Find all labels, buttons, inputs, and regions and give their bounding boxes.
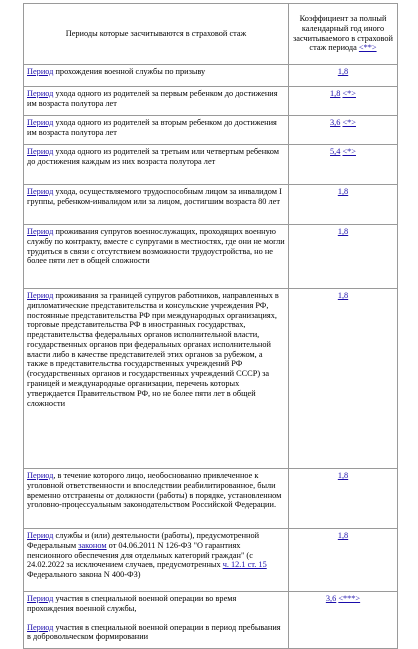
insurance-periods-table xyxy=(23,3,398,649)
period-link[interactable]: Период xyxy=(27,118,54,127)
period-link[interactable]: Период xyxy=(27,471,54,480)
period-cell: Период ухода одного из родителей за первым ребенком до достижения им возраста полутора лет xyxy=(24,87,289,116)
period-link[interactable]: Период xyxy=(27,67,54,76)
header-coefficient: Коэффициент за полный календарный год иного засчитываемого в страховой стаж периода <**> xyxy=(289,4,398,65)
coefficient-link[interactable]: 1,8 xyxy=(330,89,341,98)
table-row xyxy=(24,225,398,289)
period-cell: Период проживания за границей супругов работников, направленных в дипломатические представительства и консульские учреждения РФ, постоянные представительства РФ при международных организациях, торговые представительства РФ в иностранных государствах, представительства федеральных органов исполнительной власти, государственных органов при федеральных органах исполнительной власти либо в качестве представителей этих органов за рубежом, а также в представительства государственных учреждений РФ (государственных органов и государственных учреждений СССР) за границей и международные организации, перечень которых утверждается Правительством РФ, но не более пяти лет в общей сложности xyxy=(24,289,289,469)
period-cell: Период прохождения военной службы по призыву xyxy=(24,65,289,87)
law-link[interactable]: законом xyxy=(78,540,107,550)
law-article-link[interactable]: ч. 12.1 ст. 15 xyxy=(222,560,267,570)
coefficient-link[interactable]: 1,8 xyxy=(337,67,349,76)
coefficient-link[interactable]: 1,8 xyxy=(337,531,349,540)
period-link[interactable]: Период xyxy=(27,622,54,632)
paragraph: Период участия в специальной военной операции в период пребывания в добровольческом формировании xyxy=(27,622,281,642)
paragraph: Период участия в специальной военной операции во время прохождения военной службы, xyxy=(27,594,237,613)
footnote-link[interactable]: <***> xyxy=(338,594,361,603)
coefficient-cell xyxy=(289,65,398,87)
coefficient-link[interactable]: 3,6 xyxy=(325,594,337,603)
header-periods: Периоды которые засчитываются в страховой стаж xyxy=(24,4,289,65)
coefficient-link[interactable]: 1,8 xyxy=(337,291,349,300)
table-row xyxy=(24,65,398,87)
period-link[interactable]: Период xyxy=(27,187,54,196)
period-cell: Период ухода одного из родителей за вторым ребенком до достижения им возраста полутора лет xyxy=(24,116,289,145)
coefficient-link[interactable]: 1,8 xyxy=(337,471,349,480)
period-cell: Период ухода одного из родителей за третьим или четвертым ребенком до достижения каждым из них возраста полутора лет xyxy=(24,145,289,185)
paragraph-gap xyxy=(27,614,285,623)
period-link[interactable]: Период xyxy=(27,531,54,540)
coefficient-cell xyxy=(289,225,398,289)
period-link[interactable]: Период xyxy=(27,89,54,98)
footnote-link[interactable]: <**> xyxy=(358,43,377,53)
footnote-link[interactable]: <*> xyxy=(342,89,356,98)
period-cell xyxy=(24,592,289,649)
coefficient-link[interactable]: 1,8 xyxy=(337,227,349,236)
footnote-link[interactable]: <*> xyxy=(342,118,356,127)
period-link[interactable]: Период xyxy=(27,594,54,603)
period-link[interactable]: Период xyxy=(27,291,54,300)
table-row xyxy=(24,185,398,225)
coefficient-cell xyxy=(289,289,398,469)
coefficient-cell xyxy=(289,529,398,592)
coefficient-cell xyxy=(289,185,398,225)
table-row xyxy=(24,116,398,145)
period-cell: Период службы и (или) деятельности (работы), предусмотренной Федеральным законом от 04.06.2011 N 126-ФЗ "О гарантиях пенсионного обеспечения для отдельных категорий граждан" (с 24.02.2022 за исключением случаев, предусмотренных ч. 12.1 ст. 15 Федерального закона N 400-ФЗ) xyxy=(24,529,289,592)
coefficient-cell xyxy=(289,145,398,185)
coefficient-cell xyxy=(289,592,398,649)
table-header-row xyxy=(24,4,398,65)
period-cell: Период проживания супругов военнослужащих, проходящих военную службу по контракту, вместе с супругами в местностях, где они не могли трудиться в связи с отсутствием возможности трудоустройства, но не более пяти лет в общей сложности xyxy=(24,225,289,289)
table-row xyxy=(24,592,398,649)
table-row xyxy=(24,145,398,185)
coefficient-cell xyxy=(289,469,398,529)
coefficient-link[interactable]: 5,4 xyxy=(330,147,341,156)
table-row xyxy=(24,469,398,529)
table-row xyxy=(24,529,398,592)
coefficient-cell xyxy=(289,116,398,145)
coefficient-link[interactable]: 3,6 xyxy=(330,118,341,127)
coefficient-cell xyxy=(289,87,398,116)
period-link[interactable]: Период xyxy=(27,147,54,156)
footnote-link[interactable]: <*> xyxy=(342,147,356,156)
coefficient-link[interactable]: 1,8 xyxy=(337,187,349,196)
period-cell: Период, в течение которого лицо, необоснованно привлеченное к уголовной ответственности и впоследствии реабилитированное, были временно отстранены от должности (работы) в порядке, установленном уголовно-процессуальным законодательством Российской Федерации. xyxy=(24,469,289,529)
table-row xyxy=(24,289,398,469)
period-cell: Период ухода, осуществляемого трудоспособным лицом за инвалидом I группы, ребенком-инвалидом или за лицом, достигшим возраста 80 лет xyxy=(24,185,289,225)
table-row xyxy=(24,87,398,116)
period-link[interactable]: Период xyxy=(27,227,54,236)
